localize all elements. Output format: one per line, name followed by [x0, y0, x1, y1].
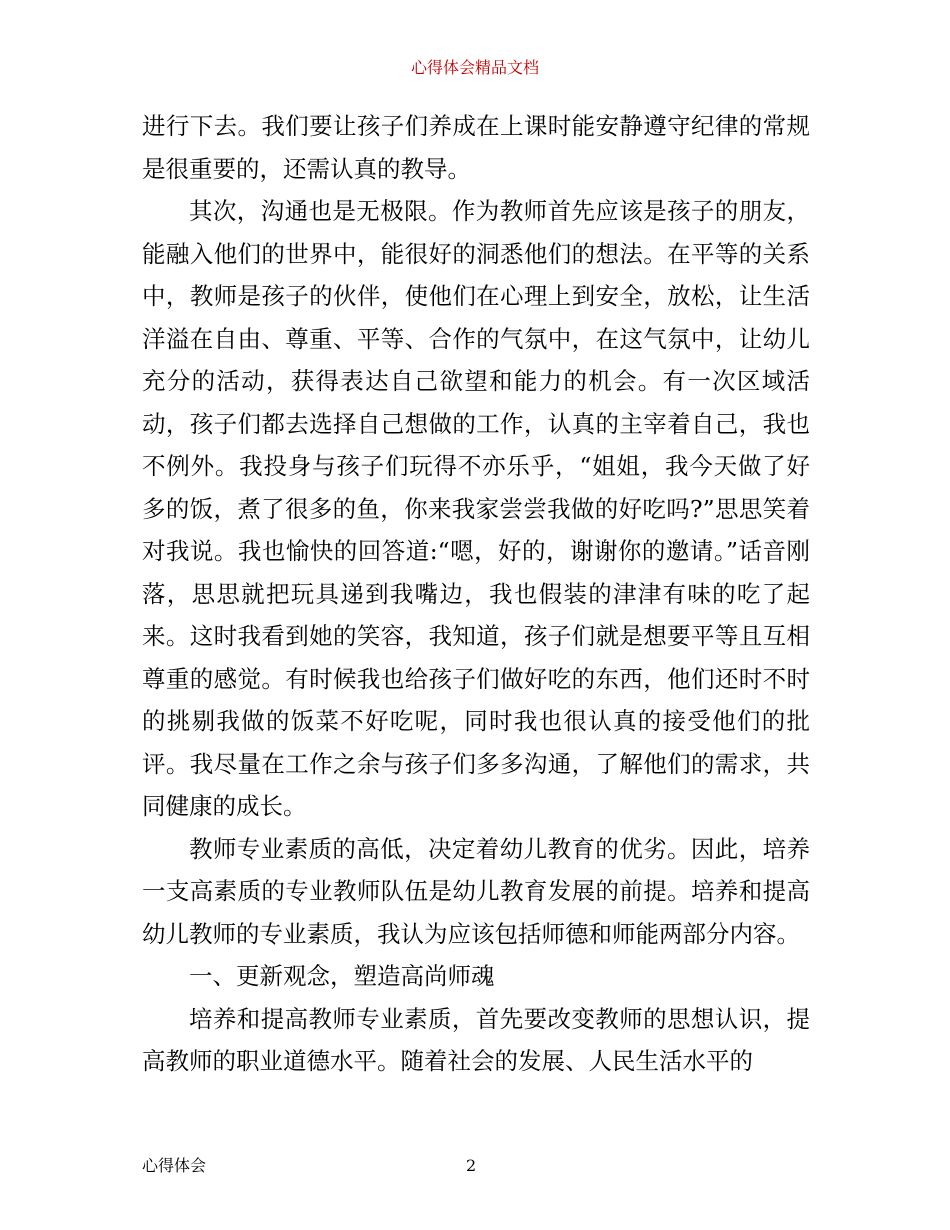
paragraph-2: 其次，沟通也是无极限。作为教师首先应该是孩子的朋友，能融入他们的世界中，能很好的洞悉他们的想法。在平等的关系中，教师是孩子的伙伴，使他们在心理上到安全，放松，让生活洋溢在自由、尊重、平等、合作的气氛中，在这气氛中，让幼儿充分的活动，获得表达自己欲望和能力的机会。有一次区域活动，孩子们都去选择自己想做的工作，认真的主宰着自己，我也不例外。我投身与孩子们玩得不亦乐乎，“姐姐，我今天做了好多的饭，煮了很多的鱼，你来我家尝尝我做的好吃吗?”思思笑着对我说。我也愉快的回答道:“嗯，好的，谢谢你的邀请。”话音刚落，思思就把玩具递到我嘴边，我也假装的津津有味的吃了起来。这时我看到她的笑容，我知道，孩子们就是想要平等且互相尊重的感觉。有时候我也给孩子们做好吃的东西，他们还时不时的挑剔我做的饭菜不好吃呢，同时我也很认真的接受他们的批评。我尽量在工作之余与孩子们多多沟通，了解他们的需求，共同健康的成长。	[142, 197, 810, 820]
paragraph-4: 培养和提高教师专业素质，首先要改变教师的思想认识，提高教师的职业道德水平。随着社会的发展、人民生活水平的	[142, 1004, 810, 1075]
page-number: 2	[466, 1156, 477, 1175]
paragraph-3: 教师专业素质的高低，决定着幼儿教育的优劣。因此，培养一支高素质的专业教师队伍是幼儿教育发展的前提。培养和提高幼儿教师的专业素质，我认为应该包括师德和师能两部分内容。	[142, 834, 810, 948]
paragraph-1: 进行下去。我们要让孩子们养成在上课时能安静遵守纪律的常规是很重要的，还需认真的教导。	[142, 112, 810, 183]
page-footer-label: 心得体会	[142, 1156, 207, 1175]
page-header-title: 心得体会精品文档	[410, 58, 539, 77]
section-heading: 一、更新观念，塑造高尚师魂	[189, 962, 495, 990]
document-body	[142, 105, 810, 1083]
